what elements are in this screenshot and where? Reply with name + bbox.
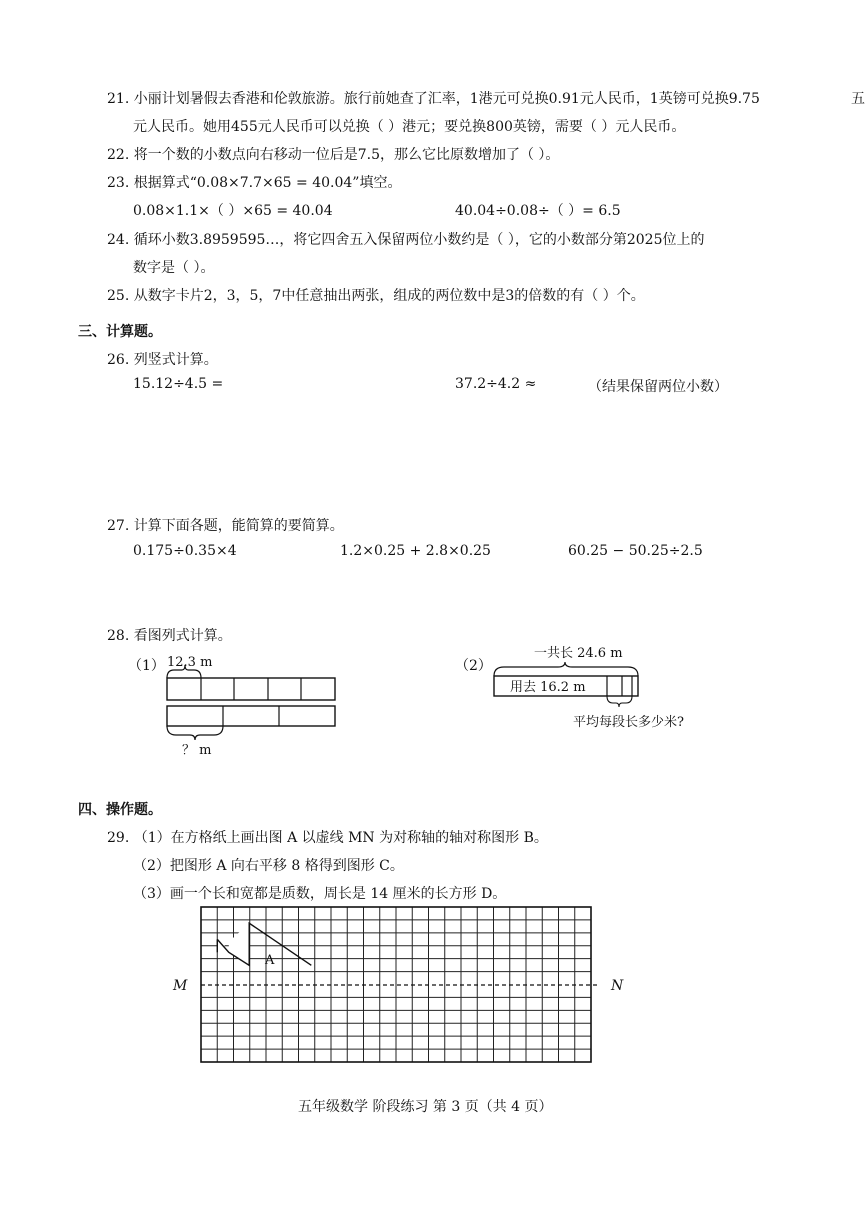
q29-task-1: 29. （1）在方格纸上画出图 A 以虚线 MN 为对称轴的轴对称图形 B。 [107, 830, 548, 846]
q23-left: 0.08×1.1×（ ）×65 = 40.04 [133, 203, 333, 219]
q21-edge-char: 五 [851, 91, 865, 107]
q24-line2: 数字是（ ）。 [133, 260, 215, 276]
q23-right: 40.04÷0.08÷（ ）= 6.5 [455, 203, 621, 219]
q28-p1-bottom-label: ？ m [182, 743, 212, 758]
q28-p2-label: （2） [455, 658, 492, 674]
q28-p2-question: 平均每段长多少米? [573, 715, 684, 730]
q27-c: 60.25 − 50.25÷2.5 [568, 543, 703, 559]
q21-line1: 21. 小丽计划暑假去香港和伦敦旅游。旅行前她查了汇率，1港元可兑换0.91元人民币，1英镑可兑换9.75 [107, 91, 760, 107]
q28-diagram-2 [488, 640, 718, 740]
q25-text: 25. 从数字卡片2，3，5，7中任意抽出两张，组成的两位数中是3的倍数的有（ ）个。 [107, 288, 645, 304]
q28-p2-used-label: 用去 16.2 m [510, 680, 586, 695]
q23-title: 23. 根据算式“0.08×7.7×65 = 40.04”填空。 [107, 175, 402, 191]
q29-task-3: （3）画一个长和宽都是质数，周长是 14 厘米的长方形 D。 [133, 886, 507, 902]
q27-a: 0.175÷0.35×4 [133, 543, 237, 559]
q28-diagram-1 [160, 650, 350, 760]
shape-a-label: A [265, 953, 275, 968]
q26-b-note: （结果保留两位小数） [588, 379, 728, 395]
label-m: M [173, 978, 188, 994]
q27-title: 27. 计算下面各题，能简算的要简算。 [107, 518, 344, 534]
q28-title: 28. 看图列式计算。 [107, 628, 232, 644]
q24-line1: 24. 循环小数3.8959595…，将它四舍五入保留两位小数约是（ ），它的小数部分第2025位上的 [107, 232, 705, 248]
section-4-title: 四、操作题。 [78, 802, 162, 818]
page-footer: 五年级数学 阶段练习 第 3 页（共 4 页） [298, 1099, 553, 1115]
q28-p1-label: （1） [128, 658, 165, 674]
q29-task-2: （2）把图形 A 向右平移 8 格得到图形 C。 [133, 858, 404, 874]
q26-title: 26. 列竖式计算。 [107, 352, 218, 368]
q28-p2-total-label: 一共长 24.6 m [534, 646, 623, 661]
label-n: N [611, 978, 624, 994]
q28-p1-top-label: 12.3 m [167, 655, 213, 670]
q21-line2: 元人民币。她用455元人民币可以兑换（ ）港元；要兑换800英镑，需要（ ）元人民币。 [133, 119, 686, 135]
q22-text: 22. 将一个数的小数点向右移动一位后是7.5，那么它比原数增加了（ ）。 [107, 147, 560, 163]
q26-a: 15.12÷4.5 = [133, 376, 224, 392]
section-3-title: 三、计算题。 [78, 324, 162, 340]
q26-b: 37.2÷4.2 ≈ [455, 376, 537, 392]
q29-grid-paper [168, 900, 638, 1070]
q27-b: 1.2×0.25 + 2.8×0.25 [340, 543, 491, 559]
